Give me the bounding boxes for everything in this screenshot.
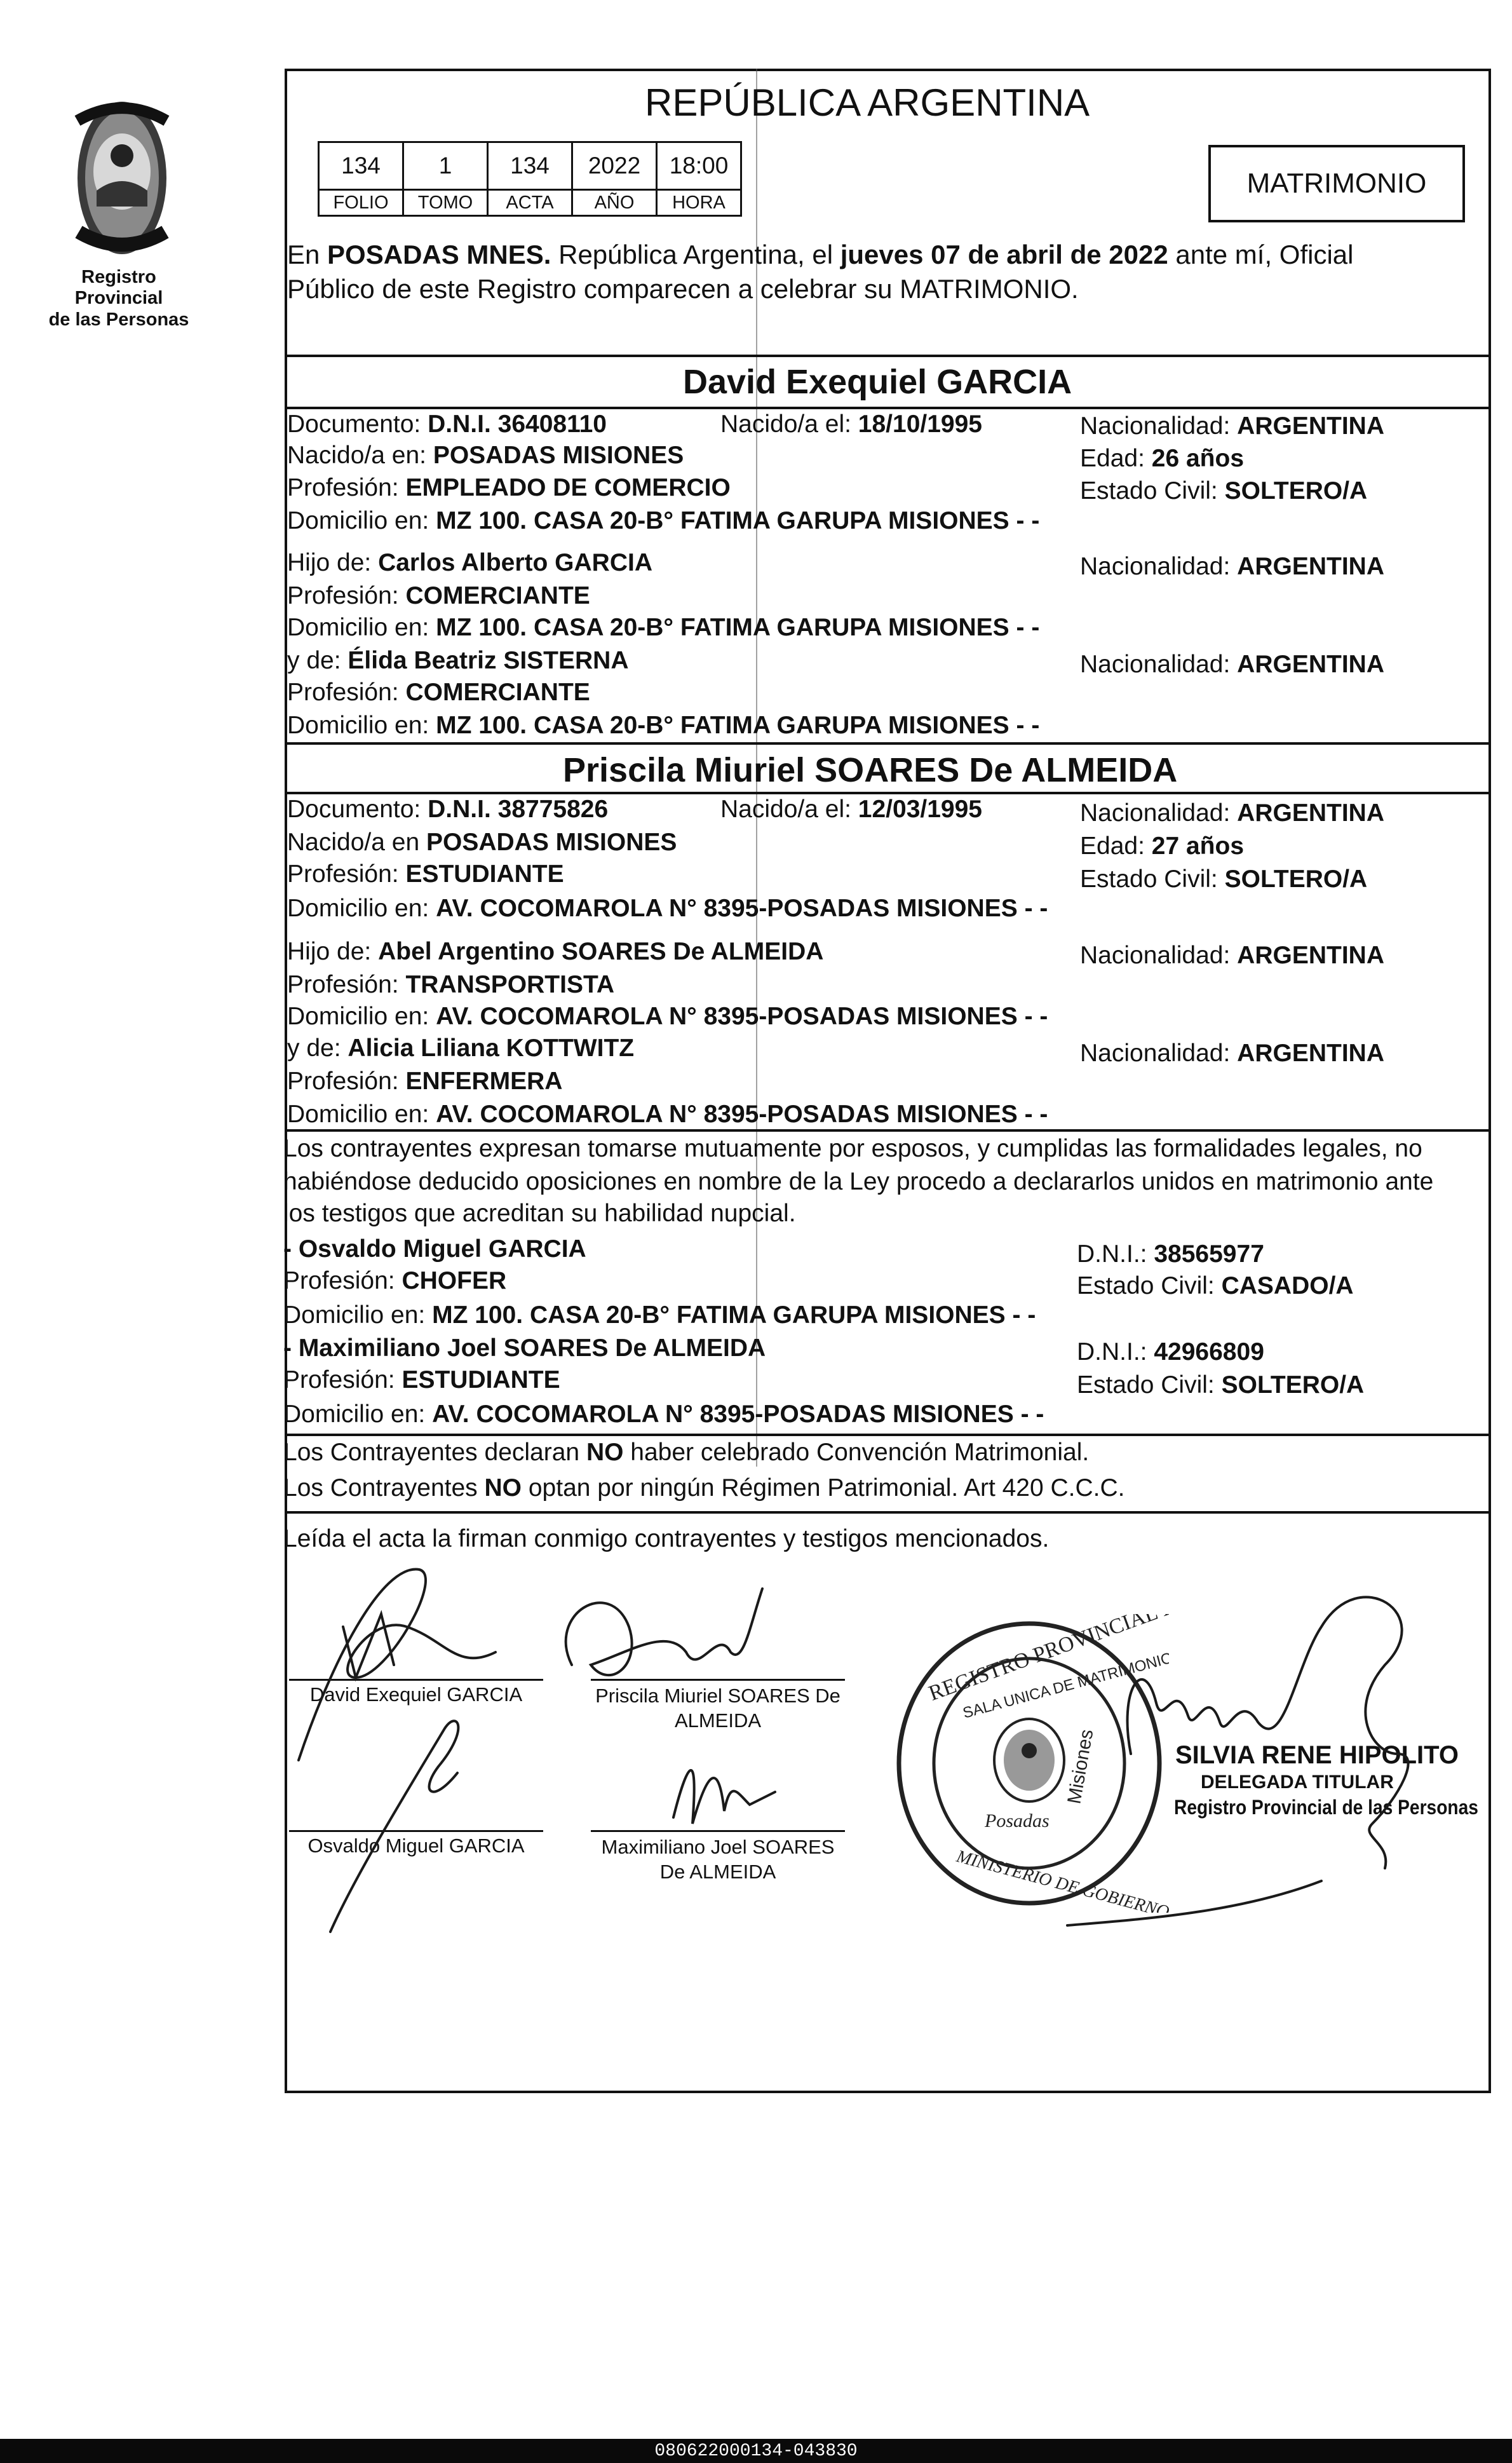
witness-1-name: - Osvaldo Miguel GARCIA <box>283 1235 586 1263</box>
witness-1-signature <box>330 1721 458 1932</box>
intro-place: POSADAS MNES. <box>327 240 551 269</box>
tomo-value: 1 <box>403 142 488 190</box>
convention-line-2: Los Contrayentes NO optan por ningún Régimen Patrimonial. Art 420 C.C.C. <box>283 1474 1125 1502</box>
act-type: MATRIMONIO <box>1246 168 1427 199</box>
groom-civil-status: Estado Civil: SOLTERO/A <box>1080 477 1368 505</box>
intro-date: jueves 07 de abril de 2022 <box>840 240 1168 269</box>
groom-mother-profession: Profesión: COMERCIANTE <box>287 679 590 706</box>
seal-bottom: MINISTERIO DE GOBIERNO <box>954 1846 1169 1913</box>
bride-birthdate: Nacido/a el: 12/03/1995 <box>720 796 982 823</box>
convention-line-1: Los Contrayentes declaran NO haber celebrado Convención Matrimonial. <box>283 1439 1090 1466</box>
declaration-line-3: los testigos que acreditan su habilidad nupcial. <box>283 1200 796 1227</box>
bride-profession: Profesión: ESTUDIANTE <box>287 860 564 888</box>
witness-1-signature-caption: Osvaldo Miguel GARCIA <box>307 1835 525 1857</box>
witness-2-dni: D.N.I.: 42966809 <box>1077 1338 1264 1366</box>
reading-note: Leída el acta la firman conmigo contrayentes y testigos mencionados. <box>283 1525 1050 1552</box>
witness-1-civil-status: Estado Civil: CASADO/A <box>1077 1272 1354 1299</box>
seal-province: Misiones <box>1063 1727 1098 1806</box>
groom-father: Hijo de: Carlos Alberto GARCIA <box>287 549 653 576</box>
groom-profession: Profesión: EMPLEADO DE COMERCIO <box>287 474 731 501</box>
groom-nationality: Nacionalidad: ARGENTINA <box>1080 412 1385 440</box>
official-registry: Registro Provincial de las Personas <box>1174 1796 1478 1819</box>
witness-1-dni: D.N.I.: 38565977 <box>1077 1240 1264 1268</box>
anio-value: 2022 <box>572 142 657 190</box>
witness-2-profession: Profesión: ESTUDIANTE <box>283 1366 560 1394</box>
intro-mid: República Argentina, el <box>551 240 840 269</box>
bride-name: Priscila Miuriel SOARES De ALMEIDA <box>563 751 1178 789</box>
bride-nationality: Nacionalidad: ARGENTINA <box>1080 799 1385 827</box>
bride-mother-profession: Profesión: ENFERMERA <box>287 1068 563 1095</box>
registry-caption: Registro Provincial de las Personas <box>48 267 189 330</box>
seal-ring: REGISTRO PROVINCIAL <box>926 1614 1161 1706</box>
witness-1-address: Domicilio en: MZ 100. CASA 20-B° FATIMA GARUPA MISIONES - - <box>283 1301 1036 1329</box>
groom-birthplace: Nacido/a en: POSADAS MISIONES <box>287 442 684 469</box>
groom-name: David Exequiel GARCIA <box>683 363 1072 401</box>
groom-mother-nationality: Nacionalidad: ARGENTINA <box>1080 651 1385 678</box>
groom-signature-mark <box>343 1614 394 1678</box>
declaration-line-1: Los contrayentes expresan tomarse mutuamente por esposos, y cumplidas las formalidades legales, no <box>283 1135 1422 1162</box>
folio-value: 134 <box>319 142 403 190</box>
bride-father-address: Domicilio en: AV. COCOMAROLA N° 8395-POSADAS MISIONES - - <box>287 1003 1048 1030</box>
document-code-bar <box>0 2439 1512 2463</box>
bride-father-nationality: Nacionalidad: ARGENTINA <box>1080 942 1385 969</box>
groom-address: Domicilio en: MZ 100. CASA 20-B° FATIMA GARUPA MISIONES - - <box>287 507 1040 534</box>
bride-signature-caption: Priscila Miuriel SOARES De ALMEIDA <box>595 1685 840 1732</box>
seal-inner: SALA UNICA DE MATRIMONIOS <box>961 1646 1169 1722</box>
folio-header: FOLIO <box>319 190 403 216</box>
groom-father-address: Domicilio en: MZ 100. CASA 20-B° FATIMA GARUPA MISIONES - - <box>287 614 1040 641</box>
groom-doc: Documento: D.N.I. 36408110 <box>287 410 607 438</box>
witness-2-name: - Maximiliano Joel SOARES De ALMEIDA <box>283 1334 766 1362</box>
hora-value: 18:00 <box>657 142 741 190</box>
witness-2-signature-caption: Maximiliano Joel SOARES De ALMEIDA <box>601 1836 835 1883</box>
tomo-header: TOMO <box>403 190 488 216</box>
acta-value: 134 <box>488 142 572 190</box>
anio-header: AÑO <box>572 190 657 216</box>
bride-mother-nationality: Nacionalidad: ARGENTINA <box>1080 1040 1385 1067</box>
official-name: SILVIA RENE HIPOLITO <box>1175 1741 1459 1769</box>
intro-end: ante mí, Oficial <box>1168 240 1354 269</box>
bride-signature <box>566 1589 762 1675</box>
document-code: 080622000134-043830 <box>654 2441 858 2461</box>
bride-civil-status: Estado Civil: SOLTERO/A <box>1080 865 1368 893</box>
groom-mother: y de: Élida Beatriz SISTERNA <box>287 647 629 674</box>
witness-2-civil-status: Estado Civil: SOLTERO/A <box>1077 1371 1365 1399</box>
groom-father-nationality: Nacionalidad: ARGENTINA <box>1080 553 1385 580</box>
bride-birthplace: Nacido/a en POSADAS MISIONES <box>287 829 677 856</box>
acta-header: ACTA <box>488 190 572 216</box>
official-signature-tail <box>1067 1881 1321 1925</box>
bride-doc: Documento: D.N.I. 38775826 <box>287 796 609 823</box>
bride-mother-address: Domicilio en: AV. COCOMAROLA N° 8395-POSADAS MISIONES - - <box>287 1101 1048 1128</box>
groom-age: Edad: 26 años <box>1080 445 1245 472</box>
witness-2-address: Domicilio en: AV. COCOMAROLA N° 8395-POSADAS MISIONES - - <box>283 1401 1044 1428</box>
groom-birthdate: Nacido/a el: 18/10/1995 <box>720 410 982 438</box>
intro-en: En <box>287 240 320 269</box>
official-title: DELEGADA TITULAR <box>1201 1772 1394 1793</box>
bride-father-profession: Profesión: TRANSPORTISTA <box>287 971 615 998</box>
bride-address: Domicilio en: AV. COCOMAROLA N° 8395-POSADAS MISIONES - - <box>287 895 1048 922</box>
country-title: REPÚBLICA ARGENTINA <box>645 81 1090 124</box>
witness-1-profession: Profesión: CHOFER <box>283 1267 507 1294</box>
bride-mother: y de: Alicia Liliana KOTTWITZ <box>287 1035 635 1062</box>
official-signature <box>1128 1597 1408 1868</box>
groom-signature <box>299 1570 496 1760</box>
seal-city: Posadas <box>985 1810 1050 1831</box>
declaration-line-2: habiéndose deducido oposiciones en nombre de la Ley procedo a declararlos unidos en matrimonio ante <box>283 1168 1434 1195</box>
bride-age: Edad: 27 años <box>1080 832 1245 860</box>
hora-header: HORA <box>657 190 741 216</box>
intro-line-2: Público de este Registro comparecen a celebrar su MATRIMONIO. <box>287 274 1079 304</box>
groom-father-profession: Profesión: COMERCIANTE <box>287 582 590 609</box>
groom-mother-address: Domicilio en: MZ 100. CASA 20-B° FATIMA GARUPA MISIONES - - <box>287 712 1040 739</box>
witness-2-signature <box>673 1770 775 1824</box>
bride-father: Hijo de: Abel Argentino SOARES De ALMEIDA <box>287 938 824 965</box>
groom-signature-caption: David Exequiel GARCIA <box>309 1683 523 1706</box>
